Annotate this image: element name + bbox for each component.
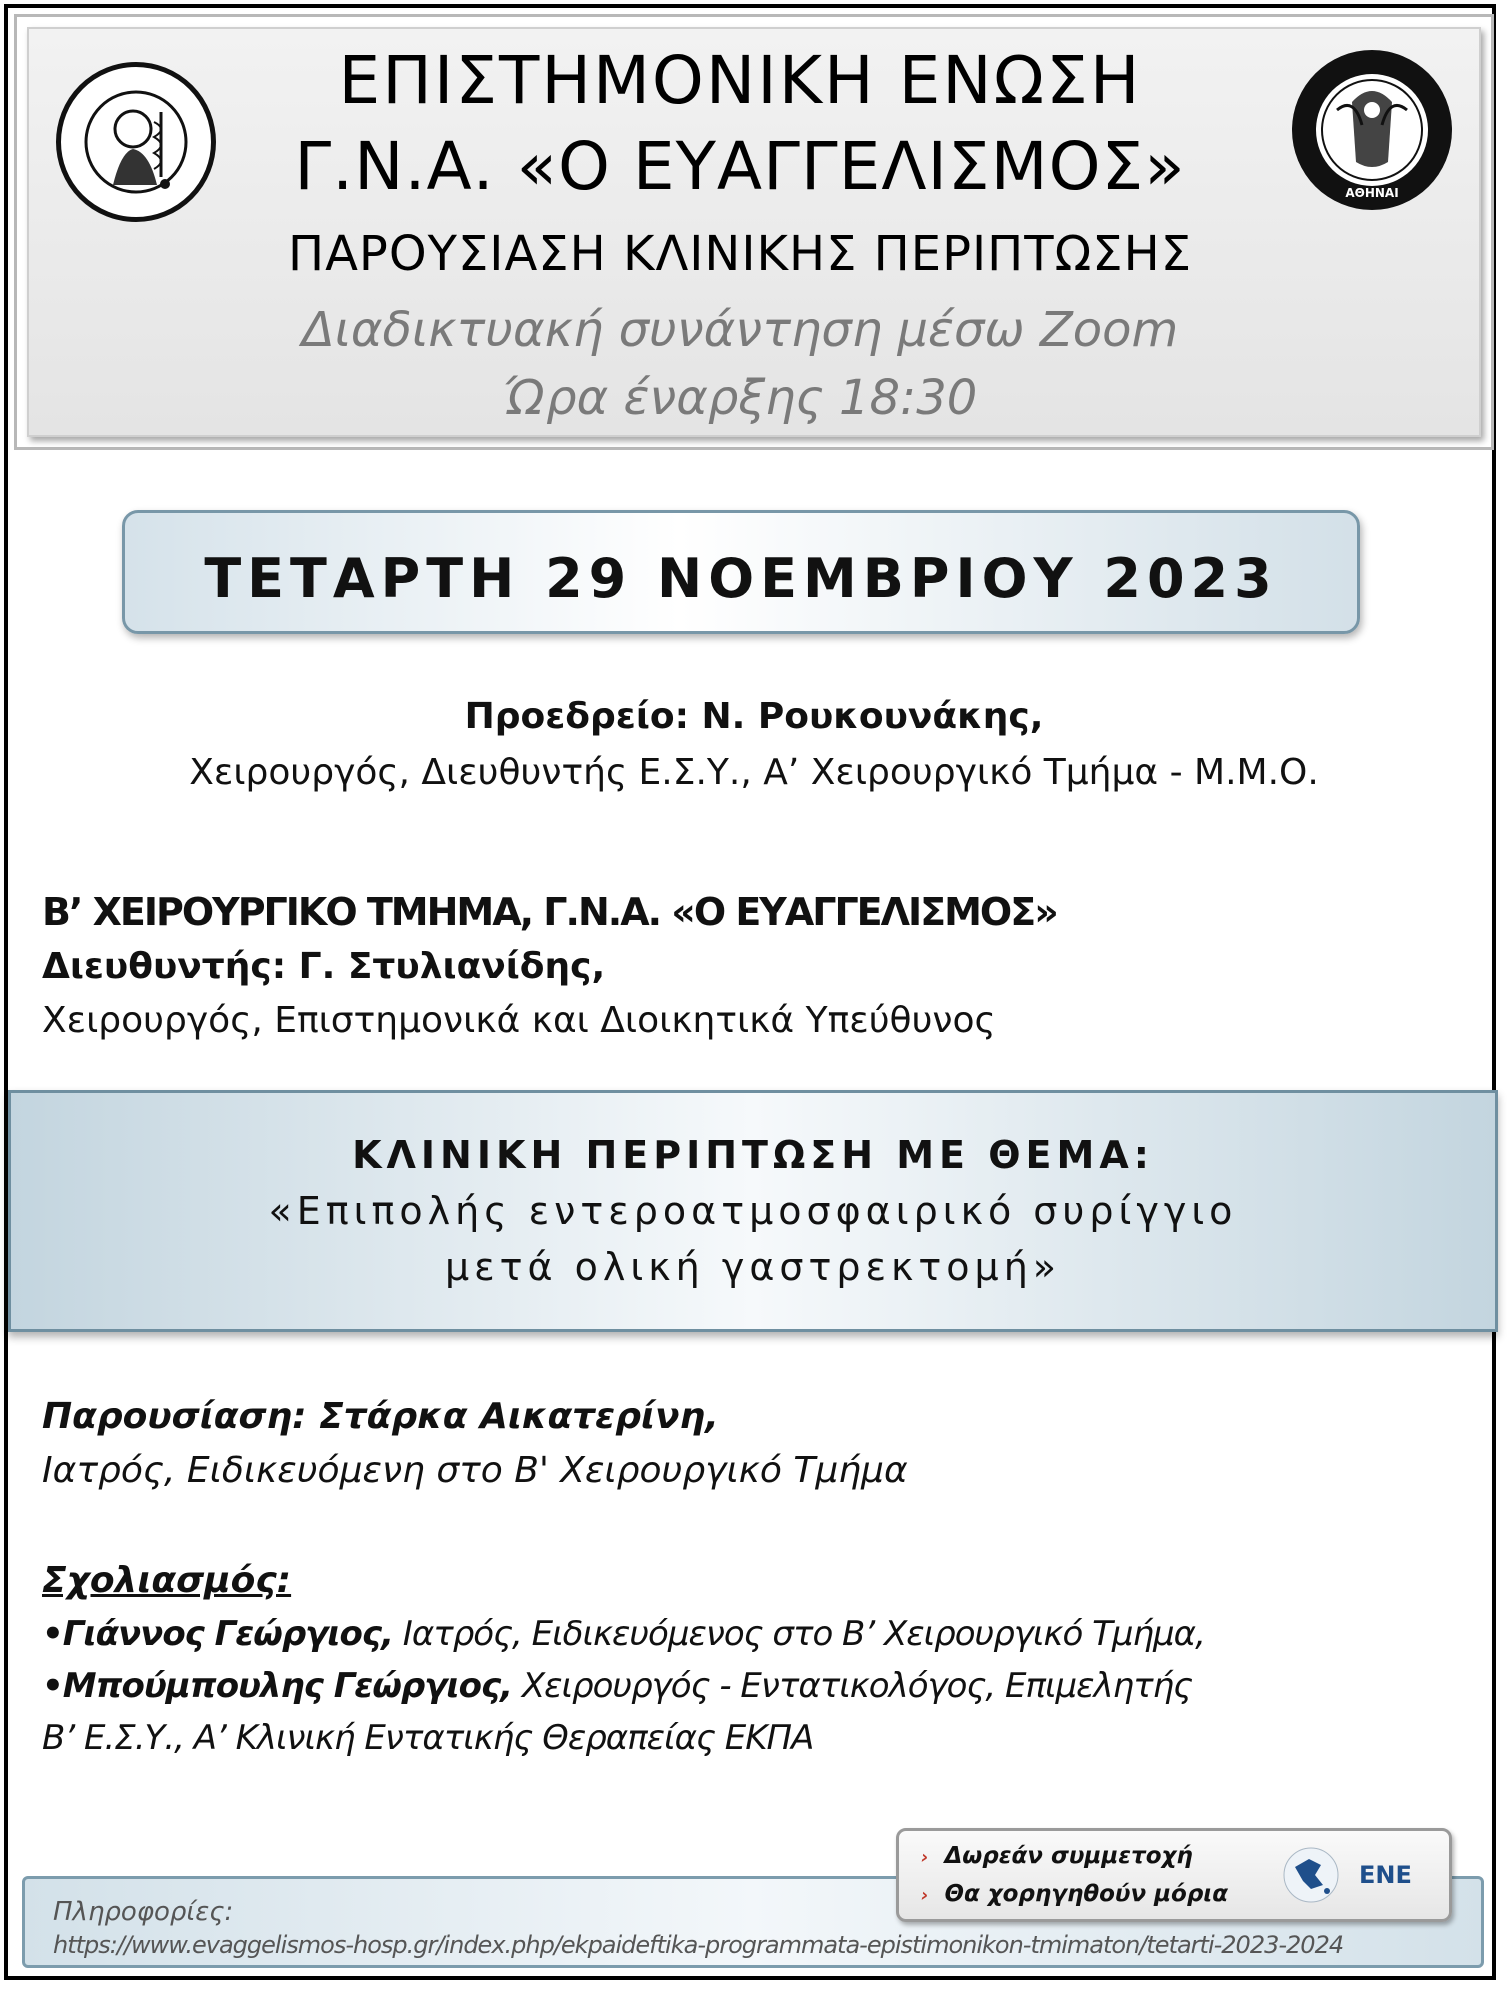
- chair-description: Χειρουργός, Διευθυντής Ε.Σ.Υ., Α’ Χειρουργικό Τμήμα - Μ.Μ.Ο.: [189, 752, 1319, 793]
- header-line-union: ΕΠΙΣΤΗΜΟΝΙΚΗ ΕΝΩΣΗ: [338, 42, 1142, 119]
- department-director: Διευθυντής: Γ. Στυλιανίδης,: [42, 946, 606, 987]
- event-date: ΤΕΤΑΡΤΗ 29 ΝΟΕΜΒΡΙΟΥ 2023: [204, 547, 1278, 610]
- right-seal-city: ΑΘΗΝΑΙ: [1345, 186, 1399, 200]
- topic-label: ΚΛΙΝΙΚΗ ΠΕΡΙΠΤΩΣΗ ΜΕ ΘΕΜΑ:: [352, 1133, 1154, 1177]
- commentator-2-description: Χειρουργός - Εντατικολόγος, Επιμελητής: [512, 1666, 1193, 1706]
- greece-map-icon: [1281, 1845, 1341, 1905]
- topic-banner: [8, 1090, 1498, 1332]
- presentation-description: Ιατρός, Ειδικευόμενη στο Β' Χειρουργικό Τμήμα: [42, 1450, 908, 1491]
- commentator-2-description-cont: Β’ Ε.Σ.Υ., Α’ Κλινική Εντατικής Θεραπείας ΕΚΠΑ: [42, 1718, 814, 1758]
- topic-title-line1: «Επιπολής εντεροατμοσφαιρικό συρίγγιο: [268, 1189, 1238, 1233]
- department-director-description: Χειρουργός, Επιστημονικά και Διοικητικά Υπεύθυνος: [42, 1000, 996, 1041]
- topic-title-line2: μετά ολική γαστρεκτομή»: [444, 1245, 1062, 1289]
- chevron-right-icon: ›: [921, 1885, 929, 1906]
- badge-item-free: [921, 1843, 1193, 1869]
- commentator-2: [42, 1666, 1192, 1706]
- badge-item-credits-text: Θα χορηγηθούν μόρια: [944, 1881, 1229, 1907]
- info-label: Πληροφορίες:: [53, 1897, 234, 1927]
- info-url[interactable]: https://www.evaggelismos-hosp.gr/index.php/ekpaideftika-programmata-epistimonikon-tmimaton/tetarti-2023-2024: [53, 1931, 1344, 1959]
- badge-item-credits: [921, 1881, 1228, 1907]
- commentator-1: [42, 1614, 1205, 1654]
- presentation-title: Παρουσίαση: Στάρκα Αικατερίνη,: [42, 1396, 719, 1437]
- department-name: Β’ ΧΕΙΡΟΥΡΓΙΚΟ ΤΜΗΜΑ, Γ.Ν.Α. «Ο ΕΥΑΓΓΕΛΙΣΜΟΣ»: [42, 890, 1057, 934]
- header-line-hospital: Γ.Ν.Α. «Ο ΕΥΑΓΓΕΛΙΣΜΟΣ»: [294, 128, 1186, 205]
- header-line-event: ΠΑΡΟΥΣΙΑΣΗ ΚΛΙΝΙΚΗΣ ΠΕΡΙΠΤΩΣΗΣ: [287, 226, 1193, 282]
- commentary-title: Σχολιασμός:: [42, 1560, 292, 1601]
- chair-title: Προεδρείο: Ν. Ρουκουνάκης,: [464, 696, 1044, 737]
- badge-item-free-text: Δωρεάν συμμετοχή: [944, 1843, 1193, 1869]
- commentator-1-name: •Γιάννος Γεώργιος,: [42, 1614, 393, 1654]
- date-banner: [122, 510, 1360, 634]
- commentator-2-name: •Μπούμπουλης Γεώργιος,: [42, 1666, 513, 1706]
- ene-logo: ΕΝΕ: [1359, 1861, 1412, 1889]
- participation-badge: [896, 1828, 1452, 1922]
- header-line-start-time: Ώρα έναρξης 18:30: [502, 370, 978, 426]
- chevron-right-icon: ›: [921, 1847, 929, 1868]
- commentator-1-description: Ιατρός, Ειδικευόμενος στο Β’ Χειρουργικό Τμήμα,: [393, 1614, 1205, 1654]
- header-line-online: Διαδικτυακή συνάντηση μέσω Zoom: [301, 302, 1179, 358]
